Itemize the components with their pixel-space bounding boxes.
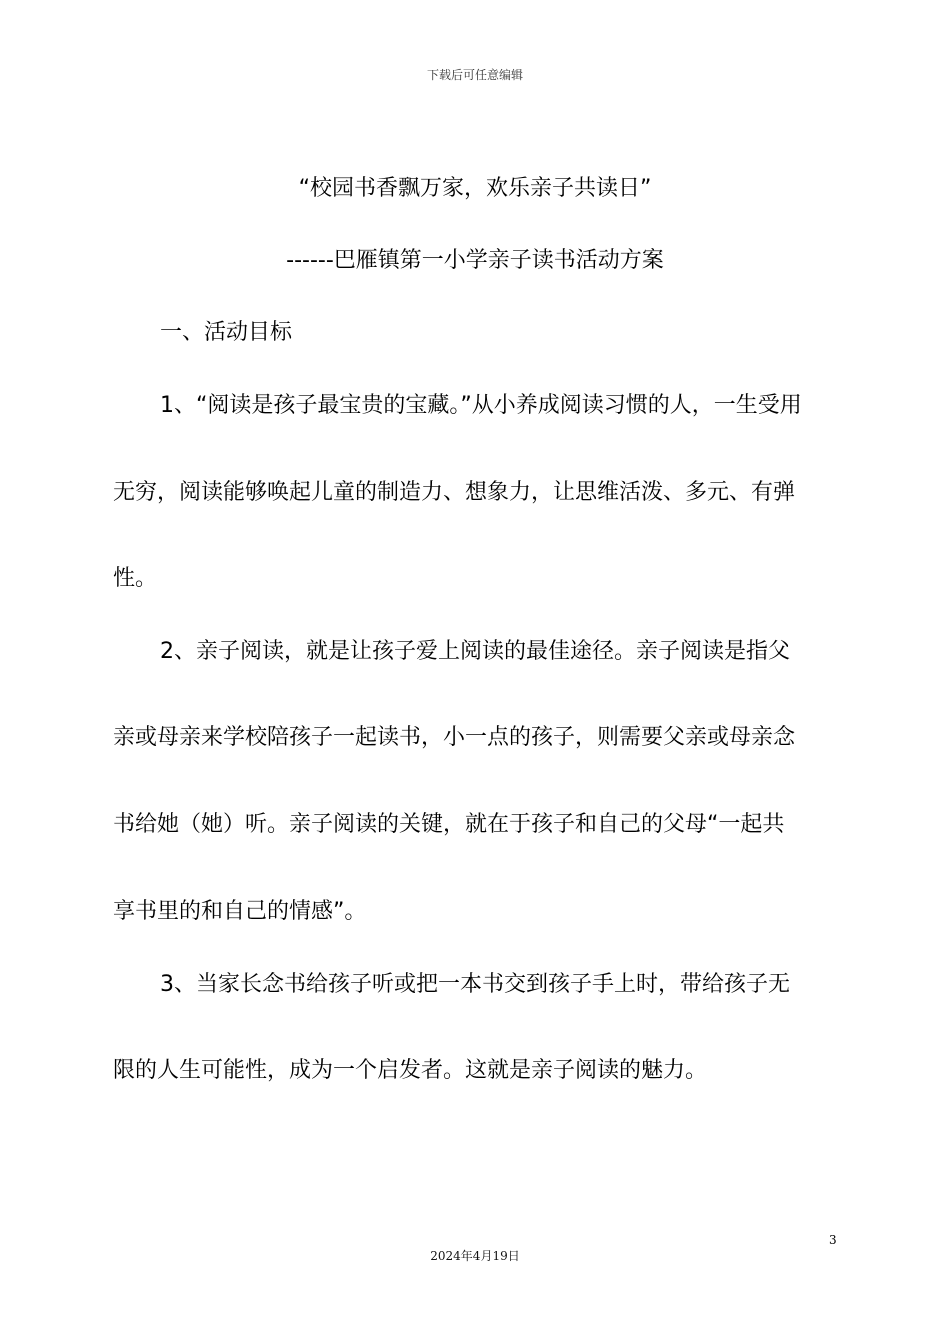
- paragraph-line: 1、“阅读是孩子最宝贵的宝藏。”从小养成阅读习惯的人，一生受用: [160, 393, 802, 418]
- paragraph-line: 亲或母亲来学校陪孩子一起读书，小一点的孩子，则需要父亲或母亲念: [113, 725, 796, 750]
- paragraph-line: 限的人生可能性，成为一个启发者。这就是亲子阅读的魅力。: [113, 1058, 708, 1083]
- footer-date: 2024年4月19日: [430, 1249, 520, 1263]
- paragraph-line: 3、当家长念书给孩子听或把一本书交到孩子手上时，带给孩子无: [160, 972, 790, 997]
- document-title: “校园书香飘万家，欢乐亲子共读日”: [298, 176, 652, 201]
- paragraph-line: 书给她（她）听。亲子阅读的关键，就在于孩子和自己的父母“一起共: [113, 812, 785, 837]
- header-note: 下载后可任意编辑: [426, 68, 523, 82]
- paragraph-line: 享书里的和自己的情感”。: [113, 899, 367, 924]
- page-number: 3: [829, 1233, 837, 1247]
- paragraph-line: 2、亲子阅读，就是让孩子爱上阅读的最佳途径。亲子阅读是指父: [160, 639, 790, 664]
- paragraph-line: 无穷，阅读能够唤起儿童的制造力、想象力，让思维活泼、多元、有弹: [113, 480, 796, 505]
- document-subtitle: ------巴雁镇第一小学亲子读书活动方案: [286, 248, 664, 273]
- section-heading: 一、活动目标: [160, 320, 293, 345]
- paragraph-line: 性。: [113, 566, 158, 591]
